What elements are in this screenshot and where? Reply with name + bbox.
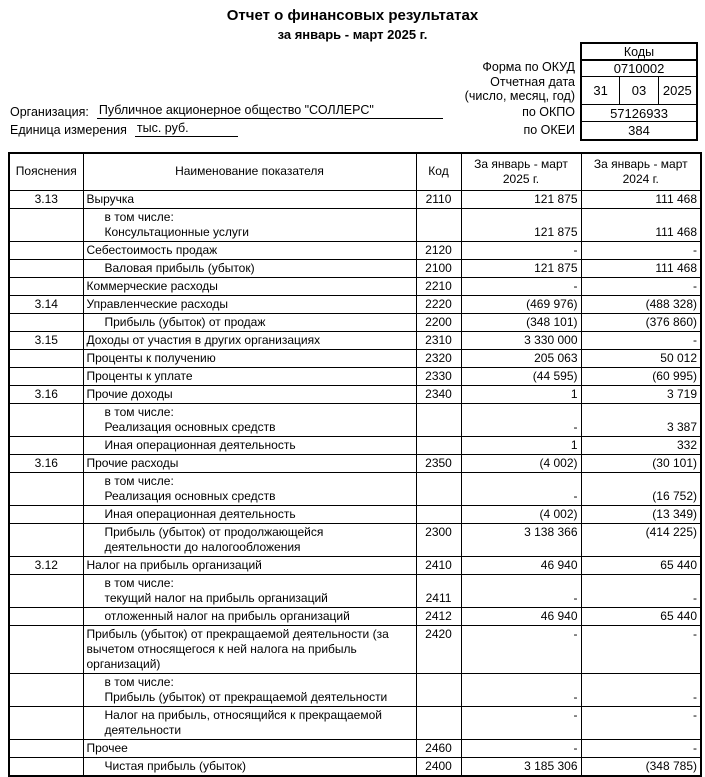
value-2025-cell: - — [461, 241, 581, 259]
note-cell: 3.16 — [9, 454, 83, 472]
value-2024-cell: 3 387 — [581, 403, 701, 436]
value-2024-cell: - — [581, 277, 701, 295]
value-2024-cell: 332 — [581, 436, 701, 454]
value-2025-cell: 1 — [461, 385, 581, 403]
financial-results-table — [8, 152, 702, 777]
indicator-name-cell: Доходы от участия в других организациях — [83, 331, 416, 349]
value-2024-cell: - — [581, 673, 701, 706]
value-2025-cell: - — [461, 706, 581, 739]
unit-line — [10, 121, 238, 137]
indicator-name-cell: в том числе: текущий налог на прибыль организаций — [83, 574, 416, 607]
code-cell: 2460 — [416, 739, 461, 757]
table-row — [9, 523, 701, 556]
codes-box — [580, 42, 698, 141]
code-cell — [416, 403, 461, 436]
value-2025-cell: 46 940 — [461, 556, 581, 574]
indicator-name-cell: Проценты к уплате — [83, 367, 416, 385]
indicator-name-cell: Управленческие расходы — [83, 295, 416, 313]
header-period-2025-line2: 2025 г. — [502, 171, 540, 186]
note-cell: 3.16 — [9, 385, 83, 403]
value-2025-cell: 121 875 — [461, 259, 581, 277]
code-cell — [416, 436, 461, 454]
value-2025-cell: - — [461, 277, 581, 295]
code-cell: 2411 — [416, 574, 461, 607]
indicator-name-cell: Себестоимость продаж — [83, 241, 416, 259]
value-2025-cell: 3 330 000 — [461, 331, 581, 349]
note-cell — [9, 208, 83, 241]
value-2024-cell: - — [581, 331, 701, 349]
table-row — [9, 505, 701, 523]
report-date-label-line2: (число, месяц, год) — [464, 89, 575, 103]
indicator-name-cell: Прибыль (убыток) от продолжающейся деятельности до налогообложения — [83, 523, 416, 556]
value-2024-cell: 111 468 — [581, 208, 701, 241]
value-2025-cell: (4 002) — [461, 454, 581, 472]
value-2024-cell: 65 440 — [581, 556, 701, 574]
table-row — [9, 295, 701, 313]
code-cell: 2310 — [416, 331, 461, 349]
report-date-label-line1: Отчетная дата — [490, 75, 575, 89]
okud-value-cell: 0710002 — [582, 61, 696, 77]
okpo-value-cell: 57126933 — [582, 105, 696, 122]
value-2025-cell: - — [461, 673, 581, 706]
indicator-name-cell: Прибыль (убыток) от прекращаемой деятельности (за вычетом относящегося к ней налога на прибыль организаций) — [83, 625, 416, 673]
code-cell — [416, 472, 461, 505]
report-table-body — [9, 190, 701, 776]
code-cell: 2210 — [416, 277, 461, 295]
value-2025-cell: 46 940 — [461, 607, 581, 625]
value-2024-cell: (30 101) — [581, 454, 701, 472]
note-cell — [9, 706, 83, 739]
codes-box-header: Коды — [582, 44, 696, 61]
table-row — [9, 436, 701, 454]
header-period-2025-line1: За январь - март — [474, 156, 568, 171]
code-cell: 2100 — [416, 259, 461, 277]
value-2025-cell: (4 002) — [461, 505, 581, 523]
value-2025-cell: (469 976) — [461, 295, 581, 313]
note-cell — [9, 367, 83, 385]
code-cell: 2200 — [416, 313, 461, 331]
value-2024-cell: (488 328) — [581, 295, 701, 313]
indicator-name-cell: в том числе: Консультационные услуги — [83, 208, 416, 241]
header-period-2025-col — [461, 153, 581, 190]
table-row — [9, 331, 701, 349]
value-2025-cell: 1 — [461, 436, 581, 454]
code-cell — [416, 208, 461, 241]
table-row — [9, 706, 701, 739]
value-2025-cell: 121 875 — [461, 190, 581, 208]
table-row — [9, 574, 701, 607]
indicator-name-cell: отложенный налог на прибыль организаций — [83, 607, 416, 625]
indicator-name-cell: Валовая прибыль (убыток) — [83, 259, 416, 277]
header-name-col: Наименование показателя — [83, 153, 416, 190]
note-cell: 3.13 — [9, 190, 83, 208]
table-row — [9, 673, 701, 706]
table-row — [9, 625, 701, 673]
table-row — [9, 349, 701, 367]
table-row — [9, 208, 701, 241]
code-cell — [416, 673, 461, 706]
header-period-2024-line2: 2024 г. — [622, 171, 659, 186]
value-2025-cell: 3 185 306 — [461, 757, 581, 776]
table-row — [9, 739, 701, 757]
value-2024-cell: 111 468 — [581, 259, 701, 277]
date-year-cell: 2025 — [658, 77, 696, 104]
value-2025-cell: - — [461, 574, 581, 607]
table-row — [9, 367, 701, 385]
code-cell: 2400 — [416, 757, 461, 776]
header-period-2024-col — [581, 153, 701, 190]
note-cell — [9, 673, 83, 706]
indicator-name-cell: Коммерческие расходы — [83, 277, 416, 295]
code-cell — [416, 505, 461, 523]
note-cell — [9, 349, 83, 367]
value-2024-cell: - — [581, 574, 701, 607]
value-2024-cell: (376 860) — [581, 313, 701, 331]
note-cell — [9, 625, 83, 673]
indicator-name-cell: в том числе: Реализация основных средств — [83, 403, 416, 436]
table-row — [9, 190, 701, 208]
indicator-name-cell: Чистая прибыль (убыток) — [83, 757, 416, 776]
value-2025-cell: - — [461, 403, 581, 436]
note-cell — [9, 607, 83, 625]
table-row — [9, 607, 701, 625]
note-cell — [9, 436, 83, 454]
table-row — [9, 313, 701, 331]
document-title: Отчет о финансовых результатах — [226, 7, 479, 24]
value-2024-cell: 65 440 — [581, 607, 701, 625]
code-cell: 2330 — [416, 367, 461, 385]
value-2025-cell: 3 138 366 — [461, 523, 581, 556]
value-2025-cell: - — [461, 739, 581, 757]
value-2024-cell: (16 752) — [581, 472, 701, 505]
indicator-name-cell: Проценты к получению — [83, 349, 416, 367]
value-2025-cell: (348 101) — [461, 313, 581, 331]
unit-value: тыс. руб. — [135, 121, 238, 137]
indicator-name-cell: Налог на прибыль, относящийся к прекращаемой деятельности — [83, 706, 416, 739]
code-cell: 2350 — [416, 454, 461, 472]
note-cell — [9, 739, 83, 757]
value-2024-cell: 3 719 — [581, 385, 701, 403]
header-notes-col: Пояснения — [9, 153, 83, 190]
value-2024-cell: 50 012 — [581, 349, 701, 367]
table-row — [9, 472, 701, 505]
organization-value: Публичное акционерное общество "СОЛЛЕРС" — [97, 103, 443, 119]
table-row — [9, 259, 701, 277]
table-row — [9, 403, 701, 436]
note-cell: 3.15 — [9, 331, 83, 349]
document-header — [0, 0, 705, 152]
value-2025-cell: (44 595) — [461, 367, 581, 385]
value-2024-cell: - — [581, 241, 701, 259]
okpo-label: по ОКПО — [522, 105, 575, 119]
indicator-name-cell: Выручка — [83, 190, 416, 208]
indicator-name-cell: Иная операционная деятельность — [83, 505, 416, 523]
value-2024-cell: - — [581, 706, 701, 739]
note-cell — [9, 574, 83, 607]
table-row — [9, 757, 701, 776]
table-row — [9, 385, 701, 403]
code-cell: 2110 — [416, 190, 461, 208]
note-cell — [9, 472, 83, 505]
date-month-cell: 03 — [619, 77, 657, 104]
code-cell: 2410 — [416, 556, 461, 574]
code-cell: 2340 — [416, 385, 461, 403]
table-row — [9, 277, 701, 295]
value-2025-cell: - — [461, 625, 581, 673]
value-2025-cell: - — [461, 472, 581, 505]
indicator-name-cell: Налог на прибыль организаций — [83, 556, 416, 574]
organization-label: Организация: — [10, 105, 89, 119]
okei-value-cell: 384 — [628, 123, 650, 138]
value-2024-cell: (348 785) — [581, 757, 701, 776]
indicator-name-cell: Прочие расходы — [83, 454, 416, 472]
note-cell — [9, 505, 83, 523]
value-2025-cell: 121 875 — [461, 208, 581, 241]
header-code-col: Код — [416, 153, 461, 190]
report-date-cells — [582, 77, 696, 105]
document-subtitle: за январь - март 2025 г. — [277, 27, 428, 42]
indicator-name-cell: Прочие доходы — [83, 385, 416, 403]
note-cell — [9, 403, 83, 436]
value-2024-cell: - — [581, 625, 701, 673]
note-cell: 3.14 — [9, 295, 83, 313]
indicator-name-cell: Иная операционная деятельность — [83, 436, 416, 454]
note-cell — [9, 313, 83, 331]
organization-line — [10, 103, 443, 119]
value-2025-cell: 205 063 — [461, 349, 581, 367]
code-cell — [416, 706, 461, 739]
value-2024-cell: (13 349) — [581, 505, 701, 523]
table-row — [9, 454, 701, 472]
code-cell: 2220 — [416, 295, 461, 313]
note-cell — [9, 523, 83, 556]
okei-label: по ОКЕИ — [523, 123, 575, 137]
code-cell: 2412 — [416, 607, 461, 625]
code-cell: 2120 — [416, 241, 461, 259]
note-cell — [9, 277, 83, 295]
date-day-cell: 31 — [593, 83, 608, 98]
note-cell — [9, 241, 83, 259]
value-2024-cell: (60 995) — [581, 367, 701, 385]
okud-label: Форма по ОКУД — [482, 60, 575, 74]
indicator-name-cell: Прибыль (убыток) от продаж — [83, 313, 416, 331]
note-cell: 3.12 — [9, 556, 83, 574]
indicator-name-cell: в том числе: Прибыль (убыток) от прекращаемой деятельности — [83, 673, 416, 706]
header-period-2024-line1: За январь - март — [593, 156, 688, 171]
note-cell — [9, 757, 83, 776]
table-header-row — [9, 153, 701, 190]
value-2024-cell: (414 225) — [581, 523, 701, 556]
code-cell: 2320 — [416, 349, 461, 367]
code-cell: 2300 — [416, 523, 461, 556]
table-row — [9, 556, 701, 574]
indicator-name-cell: в том числе: Реализация основных средств — [83, 472, 416, 505]
table-row — [9, 241, 701, 259]
indicator-name-cell: Прочее — [83, 739, 416, 757]
value-2024-cell: - — [581, 739, 701, 757]
note-cell — [9, 259, 83, 277]
value-2024-cell: 111 468 — [581, 190, 701, 208]
code-cell: 2420 — [416, 625, 461, 673]
unit-label: Единица измерения — [10, 123, 127, 137]
